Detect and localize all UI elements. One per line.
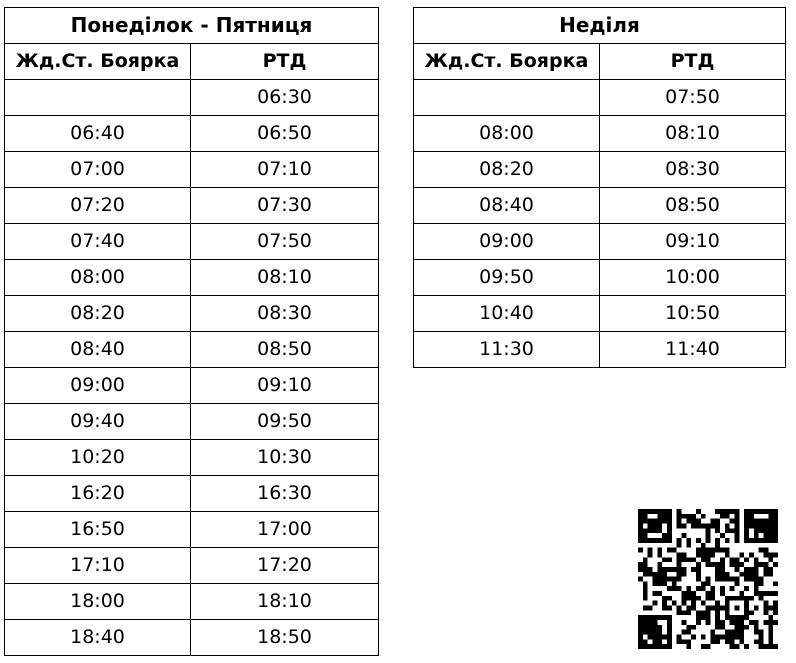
departure-time-rtd: 07:50 xyxy=(600,80,786,116)
departure-time-rtd: 08:10 xyxy=(600,116,786,152)
departure-time-rtd: 07:10 xyxy=(191,152,379,188)
departure-time-rtd: 10:50 xyxy=(600,296,786,332)
sunday-schedule-table xyxy=(413,7,786,368)
departure-time-rtd: 11:40 xyxy=(600,332,786,368)
departure-time-rtd: 07:30 xyxy=(191,188,379,224)
departure-time-boyarka: 09:00 xyxy=(5,368,191,404)
table-row xyxy=(414,152,786,188)
table-row xyxy=(414,260,786,296)
table-row xyxy=(5,80,379,116)
departure-time-boyarka: 16:50 xyxy=(5,512,191,548)
departure-time-boyarka: 08:20 xyxy=(5,296,191,332)
sunday-col-to: РТД xyxy=(600,44,786,80)
table-row xyxy=(5,620,379,656)
table-row xyxy=(5,296,379,332)
table-row xyxy=(5,440,379,476)
table-row xyxy=(5,332,379,368)
departure-time-boyarka: 18:40 xyxy=(5,620,191,656)
table-row xyxy=(5,584,379,620)
weekday-schedule-table xyxy=(4,7,379,656)
departure-time-boyarka xyxy=(414,80,600,116)
sunday-title: Неділя xyxy=(414,8,786,44)
departure-time-boyarka: 18:00 xyxy=(5,584,191,620)
table-row xyxy=(5,368,379,404)
departure-time-boyarka: 09:50 xyxy=(414,260,600,296)
departure-time-rtd: 17:20 xyxy=(191,548,379,584)
departure-time-boyarka: 17:10 xyxy=(5,548,191,584)
table-row xyxy=(5,548,379,584)
departure-time-boyarka xyxy=(5,80,191,116)
departure-time-boyarka: 07:00 xyxy=(5,152,191,188)
departure-time-rtd: 06:50 xyxy=(191,116,379,152)
qr-code-icon xyxy=(638,509,778,649)
departure-time-rtd: 16:30 xyxy=(191,476,379,512)
table-row xyxy=(5,512,379,548)
departure-time-boyarka: 11:30 xyxy=(414,332,600,368)
table-row xyxy=(414,116,786,152)
departure-time-boyarka: 08:00 xyxy=(414,116,600,152)
departure-time-rtd: 18:10 xyxy=(191,584,379,620)
departure-time-boyarka: 08:40 xyxy=(5,332,191,368)
weekday-rows xyxy=(5,80,379,656)
weekday-col-from: Жд.Ст. Боярка xyxy=(5,44,191,80)
departure-time-boyarka: 09:00 xyxy=(414,224,600,260)
table-row xyxy=(5,224,379,260)
departure-time-boyarka: 10:20 xyxy=(5,440,191,476)
table-row xyxy=(414,332,786,368)
table-row xyxy=(414,188,786,224)
table-row xyxy=(5,116,379,152)
departure-time-rtd: 10:30 xyxy=(191,440,379,476)
departure-time-rtd: 07:50 xyxy=(191,224,379,260)
table-row xyxy=(5,152,379,188)
departure-time-rtd: 08:30 xyxy=(600,152,786,188)
table-row xyxy=(5,260,379,296)
departure-time-boyarka: 08:00 xyxy=(5,260,191,296)
table-row xyxy=(414,296,786,332)
departure-time-rtd: 09:10 xyxy=(600,224,786,260)
sunday-rows xyxy=(414,80,786,368)
departure-time-boyarka: 07:20 xyxy=(5,188,191,224)
table-row xyxy=(414,224,786,260)
table-row xyxy=(414,80,786,116)
sunday-col-from: Жд.Ст. Боярка xyxy=(414,44,600,80)
departure-time-rtd: 18:50 xyxy=(191,620,379,656)
weekday-col-to: РТД xyxy=(191,44,379,80)
weekday-title: Понеділок - Пятниця xyxy=(5,8,379,44)
table-row xyxy=(5,476,379,512)
departure-time-rtd: 06:30 xyxy=(191,80,379,116)
departure-time-rtd: 17:00 xyxy=(191,512,379,548)
departure-time-rtd: 10:00 xyxy=(600,260,786,296)
table-row xyxy=(5,404,379,440)
departure-time-boyarka: 06:40 xyxy=(5,116,191,152)
departure-time-rtd: 08:50 xyxy=(191,332,379,368)
departure-time-rtd: 08:10 xyxy=(191,260,379,296)
departure-time-boyarka: 07:40 xyxy=(5,224,191,260)
departure-time-rtd: 09:50 xyxy=(191,404,379,440)
departure-time-rtd: 08:30 xyxy=(191,296,379,332)
departure-time-rtd: 08:50 xyxy=(600,188,786,224)
departure-time-boyarka: 16:20 xyxy=(5,476,191,512)
departure-time-rtd: 09:10 xyxy=(191,368,379,404)
table-row xyxy=(5,188,379,224)
departure-time-boyarka: 10:40 xyxy=(414,296,600,332)
departure-time-boyarka: 08:40 xyxy=(414,188,600,224)
departure-time-boyarka: 09:40 xyxy=(5,404,191,440)
departure-time-boyarka: 08:20 xyxy=(414,152,600,188)
